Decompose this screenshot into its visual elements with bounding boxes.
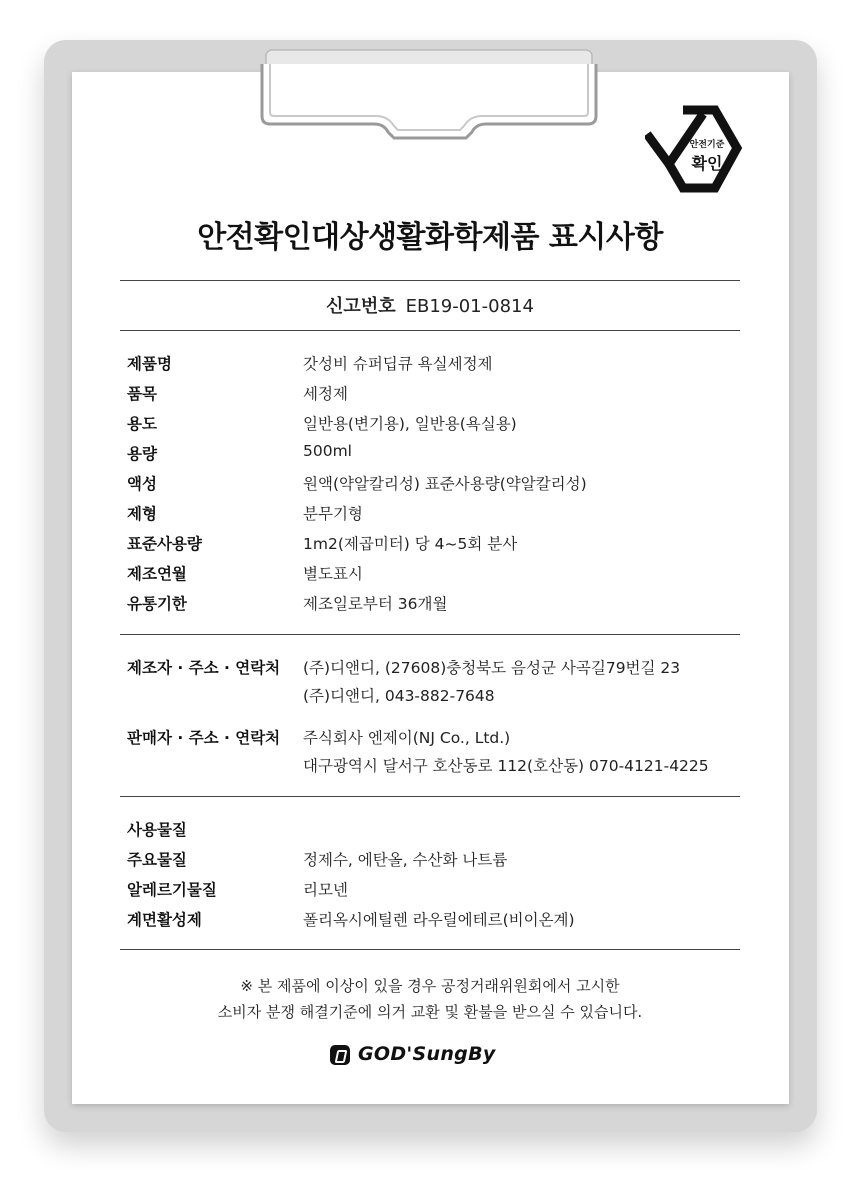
- info-value: 갓성비 슈퍼딥큐 욕실세정제: [303, 355, 493, 373]
- info-value: 1m2(제곱미터) 당 4~5회 분사: [303, 535, 518, 553]
- info-label: 제형: [127, 505, 157, 523]
- seller-label: 판매자 · 주소 · 연락처: [127, 729, 281, 747]
- divider: [120, 330, 740, 331]
- divider: [120, 280, 740, 281]
- info-label: 표준사용량: [127, 535, 202, 553]
- brand-name: GOD'SungBy: [358, 1043, 496, 1065]
- registration-number: [120, 292, 740, 318]
- page-title: 안전확인대상생활화학제품 표시사항: [197, 220, 663, 255]
- info-label: 액성: [127, 475, 157, 493]
- info-value: 원액(약알칼리성) 표준사용량(약알칼리성): [303, 475, 587, 493]
- info-value: 분무기형: [303, 505, 363, 523]
- brand-mark-icon: [330, 1045, 350, 1065]
- registration-value: EB19-01-0814: [405, 296, 534, 317]
- info-label: 용도: [127, 415, 157, 433]
- notice-line-1: ※ 본 제품에 이상이 있을 경우 공정거래위원회에서 고시한: [240, 977, 620, 995]
- clipboard-clip-icon: [256, 46, 602, 146]
- info-value: 일반용(변기용), 일반용(욕실용): [303, 415, 517, 433]
- info-value: 500ml: [303, 442, 352, 460]
- notice-line-2: 소비자 분쟁 해결기준에 의거 교환 및 환불을 받으실 수 있습니다.: [217, 1003, 643, 1021]
- info-label: 유통기한: [127, 595, 187, 613]
- manufacturer-label: 제조자 · 주소 · 연락처: [127, 659, 281, 677]
- manufacturer-address: (주)디앤디, (27608)충청북도 음성군 사곡길79번길 23: [303, 659, 681, 677]
- info-label: 용량: [127, 445, 157, 463]
- badge-label-large: 확인: [691, 154, 723, 173]
- brand-logo: [330, 1043, 530, 1069]
- substance-value: 정제수, 에탄올, 수산화 나트륨: [303, 851, 508, 869]
- substance-value: 리모넨: [303, 881, 348, 899]
- divider: [120, 949, 740, 950]
- substance-label: 주요물질: [127, 851, 187, 869]
- info-label: 제품명: [127, 355, 172, 373]
- info-value: 제조일로부터 36개월: [303, 595, 448, 613]
- substance-value: 폴리옥시에틸렌 라우릴에테르(비이온계): [303, 911, 575, 929]
- divider: [120, 796, 740, 797]
- manufacturer-contact: (주)디앤디, 043-882-7648: [303, 687, 495, 705]
- seller-name: 주식회사 엔제이(NJ Co., Ltd.): [303, 729, 511, 747]
- substance-label: 계면활성제: [127, 911, 202, 929]
- safety-check-badge-icon: [645, 104, 751, 196]
- info-value: 별도표시: [303, 565, 363, 583]
- info-value: 세정제: [303, 385, 348, 403]
- badge-label-small: 안전기준: [689, 140, 725, 150]
- registration-label: 신고번호: [326, 296, 396, 317]
- info-label: 제조연월: [127, 565, 187, 583]
- substance-label: 알레르기물질: [127, 881, 217, 899]
- info-label: 품목: [127, 385, 157, 403]
- seller-address: 대구광역시 달서구 호산동로 112(호산동) 070-4121-4225: [303, 757, 709, 775]
- substances-heading: 사용물질: [127, 821, 187, 839]
- divider: [120, 634, 740, 635]
